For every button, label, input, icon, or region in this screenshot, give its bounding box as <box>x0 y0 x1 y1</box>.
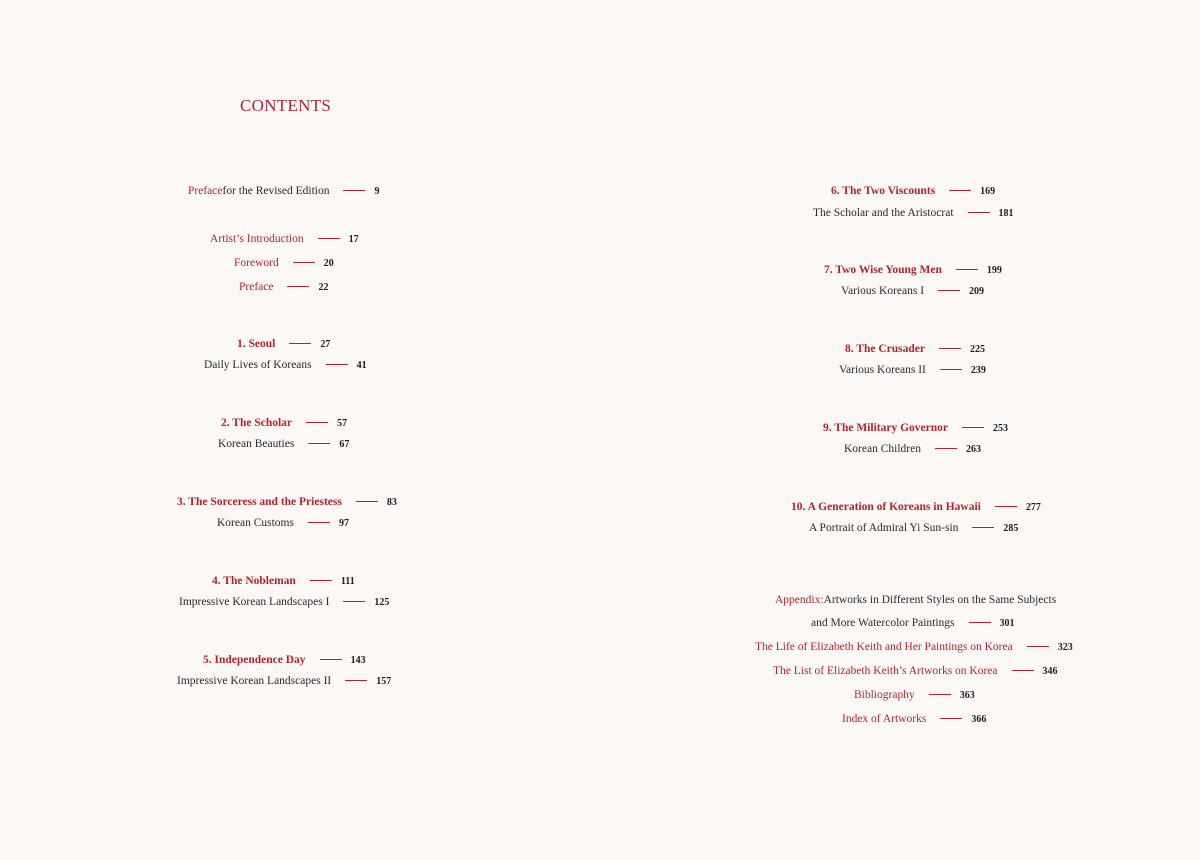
page-number: 97 <box>338 518 349 529</box>
entry-label: Impressive Korean Landscapes II <box>177 675 332 687</box>
leader-rule <box>320 659 342 660</box>
entry-label: Korean Customs <box>217 517 294 529</box>
entry-label: 3. The Sorceress and the Priestess <box>177 496 342 508</box>
toc-entry-various-koreans-1[interactable] <box>841 284 984 299</box>
toc-entry-preface[interactable] <box>239 280 328 295</box>
toc-entry-chapter-1[interactable] <box>237 337 330 352</box>
entry-label: and More Watercolor Paintings <box>811 617 955 629</box>
entry-label: Artist’s Introduction <box>210 233 304 245</box>
leader-rule <box>972 527 994 528</box>
page-number: 181 <box>998 208 1014 219</box>
toc-entry-watercolor[interactable] <box>811 616 1015 631</box>
leader-rule <box>326 364 348 365</box>
page-number: 143 <box>350 655 366 666</box>
leader-rule <box>995 506 1017 507</box>
entry-label: 8. The Crusader <box>845 343 925 355</box>
page-number: 366 <box>971 714 987 725</box>
toc-entry-landscapes-2[interactable] <box>177 674 391 689</box>
leader-rule <box>939 348 961 349</box>
page-number: 239 <box>970 365 986 376</box>
leader-rule <box>949 190 971 191</box>
leader-rule <box>289 343 311 344</box>
entry-prefix: Appendix: <box>775 594 824 606</box>
entry-label: Korean Children <box>844 443 921 455</box>
leader-rule <box>356 501 378 502</box>
entry-label: Various Koreans I <box>841 285 925 297</box>
entry-label: 6. The Two Viscounts <box>831 185 936 197</box>
leader-rule <box>940 718 962 719</box>
page-number: 57 <box>337 418 348 429</box>
page-number: 263 <box>965 444 981 455</box>
leader-rule <box>1027 646 1049 647</box>
leader-rule <box>310 580 332 581</box>
leader-rule <box>969 622 991 623</box>
leader-rule <box>308 522 330 523</box>
toc-entry-korean-customs[interactable] <box>217 516 349 531</box>
page-number: 209 <box>969 286 985 297</box>
page-number: 83 <box>386 497 397 508</box>
entry-label: 1. Seoul <box>237 338 276 350</box>
page-number: 277 <box>1025 502 1041 513</box>
leader-rule <box>343 601 365 602</box>
toc-entry-list-of-artworks[interactable] <box>773 664 1058 679</box>
leader-rule <box>293 262 315 263</box>
toc-entry-chapter-6[interactable] <box>831 184 995 199</box>
toc-entry-admiral-yi[interactable] <box>809 521 1018 536</box>
entry-label: Preface <box>239 281 274 293</box>
page-number: 285 <box>1003 523 1019 534</box>
leader-rule <box>1012 670 1034 671</box>
leader-rule <box>343 190 365 191</box>
toc-entry-chapter-10[interactable] <box>791 500 1041 515</box>
entry-label: Foreword <box>234 257 279 269</box>
leader-rule <box>929 694 951 695</box>
page-number: 225 <box>969 344 985 355</box>
toc-entry-daily-lives[interactable] <box>204 358 367 373</box>
entry-label: 4. The Nobleman <box>212 575 296 587</box>
page-number: 9 <box>374 186 380 197</box>
leader-rule <box>956 269 978 270</box>
page-number: 323 <box>1057 642 1073 653</box>
entry-label: Index of Artworks <box>842 713 927 725</box>
entry-label: 2. The Scholar <box>221 417 293 429</box>
toc-entry-appendix[interactable] <box>775 593 1056 607</box>
leader-rule <box>962 427 984 428</box>
page-title: CONTENTS <box>240 96 332 115</box>
entry-label: 5. Independence Day <box>203 654 306 666</box>
toc-entry-index[interactable] <box>842 712 986 727</box>
toc-entry-life-of-keith[interactable] <box>755 640 1073 655</box>
page-number: 157 <box>376 676 392 687</box>
entry-label: Daily Lives of Koreans <box>204 359 312 371</box>
page-number: 169 <box>980 186 996 197</box>
page-number: 20 <box>323 258 334 269</box>
toc-entry-chapter-2[interactable] <box>221 416 347 431</box>
page-number: 22 <box>318 282 329 293</box>
entry-label: 7. Two Wise Young Men <box>824 264 942 276</box>
toc-entry-foreword[interactable] <box>234 256 334 271</box>
leader-rule <box>306 422 328 423</box>
leader-rule <box>308 443 330 444</box>
leader-rule <box>938 290 960 291</box>
page-number: 17 <box>348 234 359 245</box>
toc-entry-chapter-8[interactable] <box>845 342 985 357</box>
toc-entry-bibliography[interactable] <box>854 688 975 703</box>
entry-label: Artworks in Different Styles on the Same Subjects <box>823 594 1057 606</box>
leader-rule <box>935 448 957 449</box>
toc-entry-preface-revised[interactable] <box>188 184 379 199</box>
toc-entry-landscapes-1[interactable] <box>179 595 389 610</box>
page-number: 301 <box>999 618 1015 629</box>
leader-rule <box>318 238 340 239</box>
toc-entry-various-koreans-2[interactable] <box>839 363 986 378</box>
leader-rule <box>968 212 990 213</box>
page-number: 27 <box>320 339 331 350</box>
entry-label: Various Koreans II <box>839 364 926 376</box>
toc-entry-chapter-5[interactable] <box>203 653 366 668</box>
page-number: 199 <box>986 265 1002 276</box>
page-number: 67 <box>339 439 350 450</box>
entry-label: Impressive Korean Landscapes I <box>179 596 330 608</box>
entry-label: for the Revised Edition <box>222 185 330 197</box>
entry-label: The List of Elizabeth Keith’s Artworks on Korea <box>773 665 998 677</box>
entry-label: 10. A Generation of Koreans in Hawaii <box>791 501 981 513</box>
toc-entry-chapter-9[interactable] <box>823 421 1008 436</box>
page-number: 363 <box>959 690 975 701</box>
entry-label: Korean Beauties <box>218 438 295 450</box>
toc-entry-chapter-3[interactable] <box>177 495 397 510</box>
toc-entry-scholar-aristocrat[interactable] <box>813 206 1014 221</box>
entry-label: Bibliography <box>854 689 915 701</box>
entry-label: The Life of Elizabeth Keith and Her Paintings on Korea <box>755 641 1013 653</box>
leader-rule <box>345 680 367 681</box>
entry-prefix: Preface <box>188 185 223 197</box>
page-number: 41 <box>356 360 367 371</box>
toc-entry-artists-introduction[interactable] <box>210 232 359 247</box>
toc-entry-korean-children[interactable] <box>844 442 981 457</box>
toc-entry-chapter-7[interactable] <box>824 263 1002 278</box>
page-number: 111 <box>340 576 355 587</box>
entry-label: 9. The Military Governor <box>823 422 948 434</box>
toc-entry-chapter-4[interactable] <box>212 574 355 589</box>
leader-rule <box>287 286 309 287</box>
page-number: 346 <box>1042 666 1058 677</box>
leader-rule <box>940 369 962 370</box>
toc-entry-korean-beauties[interactable] <box>218 437 349 452</box>
page-number: 125 <box>374 597 390 608</box>
entry-label: A Portrait of Admiral Yi Sun-sin <box>809 522 959 534</box>
entry-label: The Scholar and the Aristocrat <box>813 207 954 219</box>
page-number: 253 <box>993 423 1008 434</box>
